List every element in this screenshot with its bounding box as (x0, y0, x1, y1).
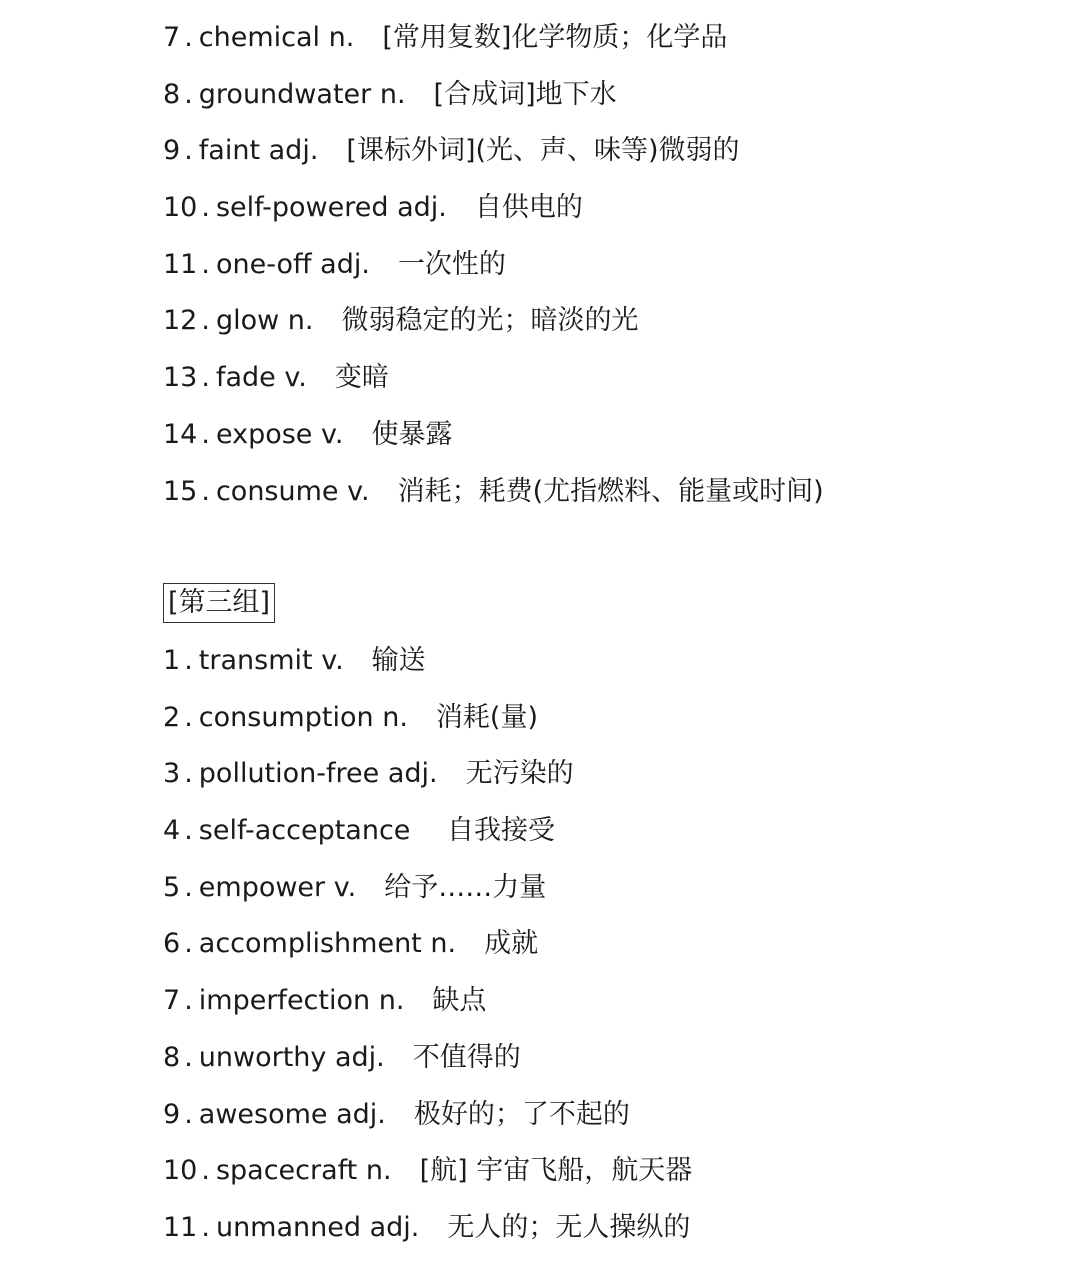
entry-meaning: 极好的；了不起的 (413, 1098, 630, 1130)
list-item: 5 . empower v. 给予……力量 (163, 871, 547, 903)
list-item: 8 . groundwater n. [合成词]地下水 (163, 78, 617, 110)
entry-number: 7 (163, 985, 181, 1017)
entry-number: 13 (163, 362, 198, 394)
list-item: 10 . spacecraft n. [航] 宇宙飞船，航天器 (163, 1155, 693, 1187)
list-item: 6 . accomplishment n. 成就 (163, 928, 539, 960)
entry-word: awesome (198, 1098, 328, 1130)
entry-pos: adj. (320, 248, 370, 280)
entry-word: pollution-free (198, 758, 380, 790)
list-item: 12 . glow n. 微弱稳定的光；暗淡的光 (163, 305, 639, 337)
entry-pos: adj. (397, 192, 447, 224)
entry-word: unmanned (215, 1211, 361, 1243)
entry-pos: n. (365, 1155, 392, 1187)
list-item: 10 . self-powered adj. 自供电的 (163, 192, 583, 224)
entry-number: 14 (163, 418, 198, 450)
entry-meaning: 缺点 (432, 985, 487, 1017)
list-item: 7 . chemical n. [常用复数]化学物质；化学品 (163, 22, 728, 53)
entry-meaning: 自供电的 (474, 192, 583, 224)
entry-word: self-acceptance (198, 815, 411, 847)
entry-meaning: 消耗；耗费(尤指燃料、能量或时间) (397, 475, 824, 507)
entry-word: consumption (198, 701, 374, 733)
list-item: 14 . expose v. 使暴露 (163, 418, 453, 450)
list-item: 15 . consume v. 消耗；耗费(尤指燃料、能量或时间) (163, 475, 824, 507)
entry-number: 6 (163, 928, 181, 960)
entry-word: accomplishment (198, 928, 422, 960)
entry-pos: n. (382, 701, 408, 733)
list-item: 11 . one-off adj. 一次性的 (163, 248, 506, 280)
entry-pos: adj. (268, 135, 319, 167)
entry-word: transmit (198, 645, 313, 676)
entry-number: 11 (163, 248, 198, 280)
entry-pos: n. (379, 78, 406, 110)
entry-pos: n. (378, 985, 405, 1017)
list-item: 2 . consumption n. 消耗(量) (163, 701, 538, 733)
entry-pos: adj. (334, 1041, 385, 1073)
entry-number: 8 (163, 78, 181, 110)
entry-pos: n. (287, 305, 314, 337)
entry-meaning: 自我接受 (447, 815, 556, 847)
entry-number: 4 (163, 815, 181, 847)
entry-number: 10 (163, 192, 198, 224)
entry-meaning: 给予……力量 (384, 871, 547, 903)
entry-meaning: [航] 宇宙飞船，航天器 (419, 1155, 693, 1187)
entry-pos: v. (347, 475, 370, 507)
list-item: 13 . fade v. 变暗 (163, 362, 389, 394)
entry-word: consume (215, 475, 339, 507)
entry-word: self-powered (215, 192, 389, 224)
entry-meaning: [常用复数]化学物质；化学品 (382, 22, 728, 53)
list-item: 1 . transmit v. 输送 (163, 645, 426, 676)
entry-meaning: [合成词]地下水 (433, 78, 617, 110)
entry-word: one-off (215, 248, 312, 280)
entry-number: 12 (163, 305, 198, 337)
entry-number: 10 (163, 1155, 198, 1187)
entry-pos: n. (328, 22, 355, 53)
entry-number: 11 (163, 1211, 198, 1243)
entry-meaning: 使暴露 (371, 418, 453, 450)
entry-word: expose (215, 418, 313, 450)
group-three-heading: [第三组] (163, 583, 275, 623)
entry-meaning: 输送 (371, 645, 426, 676)
list-item: 3 . pollution-free adj. 无污染的 (163, 758, 574, 790)
entry-number: 2 (163, 701, 181, 733)
entry-pos: n. (430, 928, 457, 960)
entry-number: 3 (163, 758, 181, 790)
entry-word: glow (215, 305, 280, 337)
list-item: 9 . awesome adj. 极好的；了不起的 (163, 1098, 630, 1130)
entry-meaning: 消耗(量) (435, 701, 538, 733)
entry-pos: v. (333, 871, 357, 903)
entry-pos: v. (321, 418, 344, 450)
entry-number: 5 (163, 871, 181, 903)
entry-number: 1 (163, 645, 181, 676)
entry-number: 7 (163, 22, 181, 53)
entry-word: faint (198, 135, 261, 167)
entry-word: groundwater (198, 78, 372, 110)
entry-word: spacecraft (215, 1155, 358, 1187)
entry-word: empower (198, 871, 326, 903)
entry-pos: v. (321, 645, 344, 676)
entry-meaning: 成就 (484, 928, 539, 960)
entry-word: fade (215, 362, 276, 394)
vocab-list-group-two (163, 10, 824, 520)
list-item: 9 . faint adj. [课标外词](光、声、味等)微弱的 (163, 135, 740, 167)
vocab-list-group-three (163, 633, 692, 1257)
entry-word: unworthy (198, 1041, 327, 1073)
list-item: 4 . self-acceptance 自我接受 (163, 815, 556, 847)
entry-meaning: 变暗 (334, 362, 389, 394)
list-item: 8 . unworthy adj. 不值得的 (163, 1041, 521, 1073)
entry-pos: adj. (336, 1098, 386, 1130)
entry-meaning: 不值得的 (412, 1041, 521, 1073)
entry-meaning: 微弱稳定的光；暗淡的光 (341, 305, 639, 337)
entry-number: 9 (163, 1098, 181, 1130)
entry-meaning: 一次性的 (397, 248, 506, 280)
entry-word: chemical (198, 22, 321, 53)
entry-number: 15 (163, 475, 198, 507)
entry-meaning: 无污染的 (465, 758, 574, 790)
entry-meaning: [课标外词](光、声、味等)微弱的 (346, 135, 740, 167)
entry-pos: v. (284, 362, 307, 394)
entry-meaning: 无人的；无人操纵的 (447, 1211, 691, 1243)
entry-word: imperfection (198, 985, 371, 1017)
entry-pos: adj. (369, 1211, 420, 1243)
entry-number: 9 (163, 135, 181, 167)
list-item: 7 . imperfection n. 缺点 (163, 985, 487, 1017)
entry-number: 8 (163, 1041, 181, 1073)
list-item: 11 . unmanned adj. 无人的；无人操纵的 (163, 1211, 691, 1243)
entry-pos: adj. (387, 758, 438, 790)
